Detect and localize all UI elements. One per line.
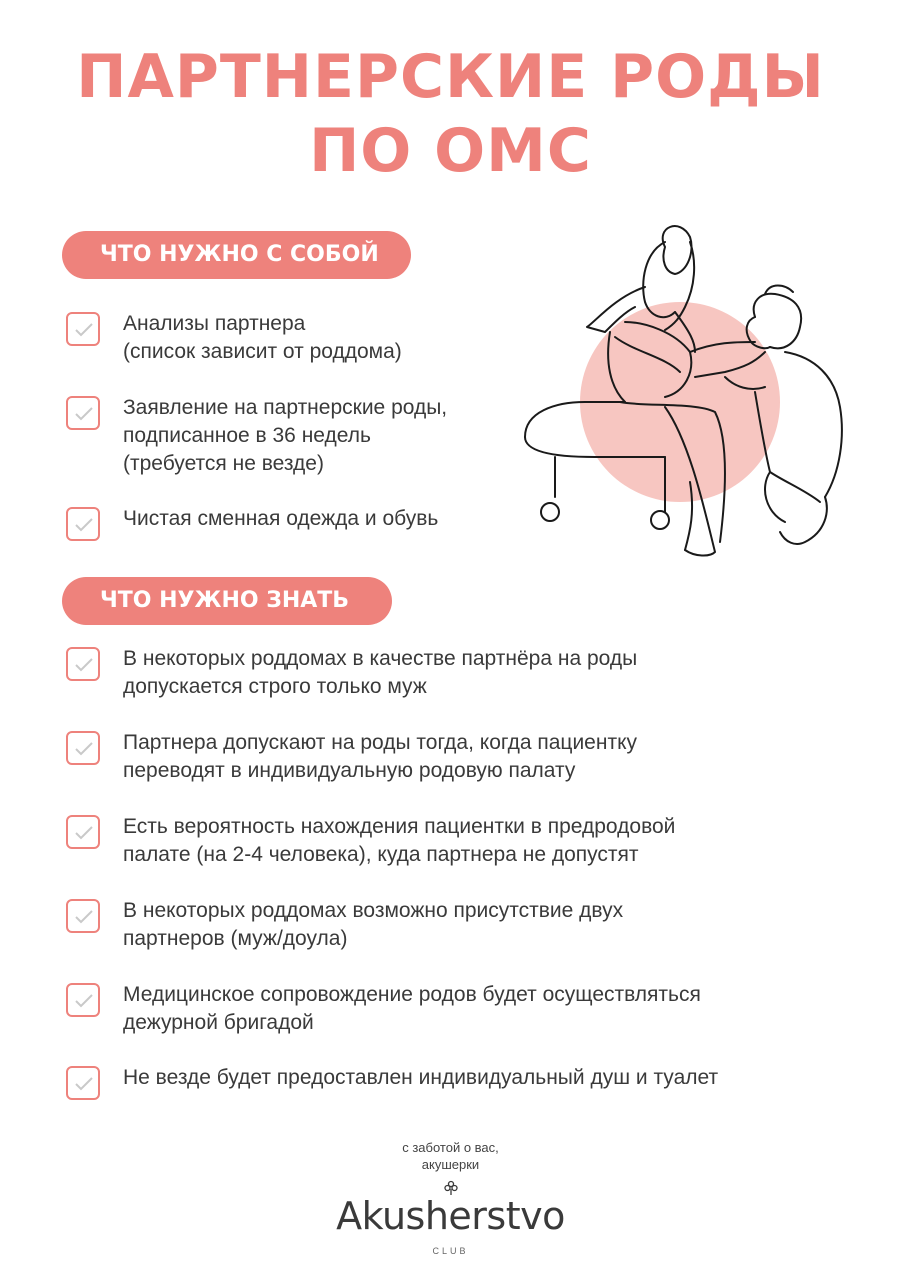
checkbox-checked-icon bbox=[66, 815, 100, 849]
couple-labor-illustration bbox=[515, 212, 855, 572]
page-title-line-1: ПАРТНЕРСКИЕ РОДЫ bbox=[76, 42, 825, 112]
checkbox-checked-icon bbox=[66, 647, 100, 681]
brand-logo: Akusherstvo bbox=[336, 1194, 565, 1238]
list-item-text: Заявление на партнерские роды, подписанное в 36 недель (требуется не везде) bbox=[123, 396, 448, 475]
list-item-text: Медицинское сопровождение родов будет осуществляться дежурной бригадой bbox=[123, 983, 701, 1034]
list-item-text: Партнера допускают на роды тогда, когда пациентку переводят в индивидуальную родовую палату bbox=[123, 731, 637, 782]
list-item-text: Есть вероятность нахождения пациентки в предродовой палате (на 2-4 человека), куда партнера не допустят bbox=[123, 815, 676, 866]
brand-logo-sub: CLUB bbox=[432, 1246, 469, 1256]
list-item-text: Анализы партнера (список зависит от роддома) bbox=[123, 312, 402, 363]
section-heading-bring: ЧТО НУЖНО С СОБОЙ bbox=[62, 231, 411, 279]
list-item-text: В некоторых роддомах возможно присутствие двух партнеров (муж/доула) bbox=[123, 899, 624, 950]
section-heading-know: ЧТО НУЖНО ЗНАТЬ bbox=[62, 577, 392, 625]
footer-tagline: с заботой о вас, акушерки bbox=[402, 1140, 499, 1172]
checkbox-checked-icon bbox=[66, 899, 100, 933]
list-item-text: Чистая сменная одежда и обувь bbox=[123, 507, 439, 530]
checkbox-checked-icon bbox=[66, 983, 100, 1017]
page-title bbox=[0, 40, 901, 188]
checkbox-checked-icon bbox=[66, 312, 100, 346]
checkbox-checked-icon bbox=[66, 731, 100, 765]
list-item-text: В некоторых роддомах в качестве партнёра на роды допускается строго только муж bbox=[123, 647, 638, 698]
list-item-text: Не везде будет предоставлен индивидуальный душ и туалет bbox=[123, 1066, 719, 1089]
checkbox-checked-icon bbox=[66, 1066, 100, 1100]
page-title-line-2: ПО ОМС bbox=[309, 116, 592, 186]
checkbox-checked-icon bbox=[66, 396, 100, 430]
checkbox-checked-icon bbox=[66, 507, 100, 541]
